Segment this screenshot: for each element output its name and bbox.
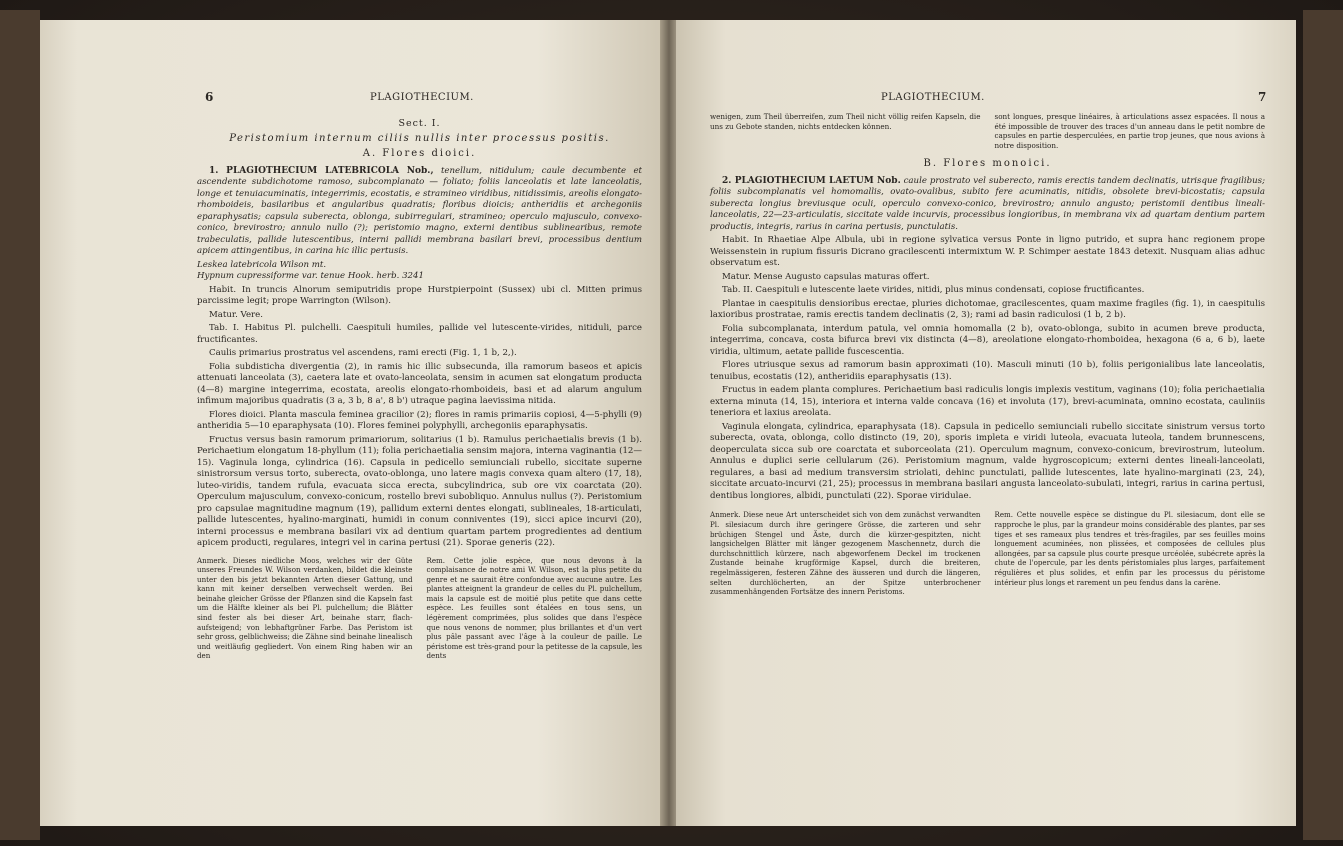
species-1-title: 1. PLAGIOTHECIUM LATEBRICOLA Nob., xyxy=(209,165,434,176)
habitat-paragraph: Habit. In truncis Alnorum semiputridis prope Hurstpierpoint (Sussex) ubi cl. Mitten primus parcissime legit; prope Warrington (Wilson). xyxy=(197,284,642,306)
right-running-head: PLAGIOTHECIUM. xyxy=(881,92,985,103)
species-2-title: 2. PLAGIOTHECIUM LAETUM Nob. xyxy=(722,175,901,186)
species-2-description xyxy=(710,176,1265,234)
habitat-paragraph: Habit. In Rhaetiae Alpe Albula, ubi in regione sylvatica versus Ponte in ligno putrido, et supra hanc regionem prope Weissenstein in rupium fissuris Dicrano gracilescenti intermixtum W. P. Schimper aestate 1843 detexit. Nusquam alias adhuc observatum est. xyxy=(710,235,1265,269)
maturity-paragraph: Matur. Vere. xyxy=(209,309,263,320)
peristome-heading: Peristomium internum ciliis nullis inter processus positis. xyxy=(229,132,610,144)
tab-paragraph: Tab. I. Habitus Pl. pulchelli. Caespituli humiles, pallide vel lutescente-virides, nitiduli, parce fructificantes. xyxy=(197,323,642,345)
description-paragraph: Fructus in eadem planta complures. Perichaetium basi radiculis longis implexis vestitum, vaginans (10); folia perichaetialia externa minuta (14, 15), interiora et interna valde concava (16) et involuta (17), brevi-acuminata, omnino ecostata, cauliniis teneriora et laxius areolata. xyxy=(710,385,1265,419)
right-page-number: 7 xyxy=(1258,90,1267,104)
tab-paragraph: Tab. II. Caespituli e lutescente laete virides, nitidi, plus minus condensati, copiose fructificantes. xyxy=(722,285,1145,296)
right-page-body xyxy=(710,112,1265,597)
description-paragraph: Caulis primarius prostratus vel ascendens, rami erecti (Fig. 1, 1 b, 2,). xyxy=(209,348,517,358)
german-note-continued: wenigen, zum Theil überreifen, zum Theil nicht völlig reifen Kapseln, die uns zu Gebote standen, nichts entdecken können. xyxy=(710,112,981,131)
right-page xyxy=(676,20,1296,826)
flores-monoici-heading: B. Flores monoici. xyxy=(923,158,1052,170)
description-paragraph: Vaginula elongata, cylindrica, eparaphysata (18). Capsula in pedicello semiunciali rubello siccitate sinistrum versus torto suberecta, ovata, oblonga, collo distincto (19, 20), sporis impleta e viridi luteola, evacuata luteola, tandem brunnescens, deoperculata sicca sub ore coarctata et suborceolata (21). Operculum magnum, convexo-conicum, brevirostrum, luteolum. Annulus e duplici serie cellularum (26). Peristomium magnum, valde hygroscopicum; externi dentes lineali-lanceolati, regulares, a basi ad medium transversim striolati, dehinc punctulati, pallide lutescentes, late hyalino-marginati (23, 24), siccitate arcuato-incurvi (21, 25); processus in membrana basilari angusta lanceolato-subulati, integri, rarius in carina pertusi, dentibus longiores, albidi, punctulati (22). Sporae viridulae. xyxy=(710,421,1265,501)
left-running-head: PLAGIOTHECIUM. xyxy=(370,92,474,103)
maturity-paragraph: Matur. Mense Augusto capsulas maturas offert. xyxy=(722,271,930,282)
french-note: Rem. Cette jolie espèce, que nous devons à la complaisance de notre ami W. Wilson, est la plus petite du genre et ne saurait être confondue avec aucune autre. Les plantes atteignent la grandeur de celles du Pl. pulchellum, mais la capsule est de moitié plus petite que dans cette espèce. Les feuilles sont étalées en tous sens, un légèrement comprimées, plus solides que dans l'espèce que nous venons de nommer, plus brillantes et d'un vert plus pâle passant avec l'âge à la couleur de paille. Le péristome est très-grand pour la petitesse de la capsule, les dents xyxy=(426,555,642,661)
french-note-continued: sont longues, presque linéaires, à articulations assez espacées. Il nous a été impossible de trouver des traces d'un anneau dans le petit nombre de capsules en partie desperculées, en partie trop jeunes, que nous avions à notre disposition. xyxy=(994,112,1265,150)
german-note: Anmerk. Dieses niedliche Moos, welches wir der Güte unseres Freundes W. Wilson verdanken, bildet die kleinste unter den bis jetzt bekannten Arten dieser Gattung, und kann mit keiner derselben verwechselt werden. Bei beinahe gleicher Grösse der Pflanzen sind die Kapseln fast um die Hälfte kleiner als bei Pl. pulchellum; die Blätter sind fester als bei dieser Art, beinahe starr, flach-aufsteigend; von lebhaftgrüner Farbe. Das Peristom ist sehr gross, gelblichweiss; die Zähne sind beinahe linealisch und weitläufig gegliedert. Von einem Ring haben wir an den xyxy=(197,555,413,661)
left-page-number: 6 xyxy=(205,90,214,104)
french-note: Rem. Cette nouvelle espèce se distingue du Pl. silesiacum, dont elle se rapproche le plus, par la grandeur moins considérable des plantes, par ses tiges et ses rameaux plus tendres et très-fragiles, par ses feuilles moins longuement acuminées, non plissées, et composées de cellules plus allongées, par sa capsule plus courte presque urcéolée, subécrete après la chute de l'opercule, par les dents péristomiales plus larges, parfaitement régulières et plus solides, et enfin par les processus du péristome intérieur plus longs et rarement un peu fendus dans la carène. xyxy=(994,510,1265,587)
species-1-description xyxy=(197,166,642,258)
section-heading: Sect. I. xyxy=(398,118,441,129)
species-2-diagnosis: caule prostrato vel suberecto, ramis erectis tandem declinatis, utrisque fragilibus; foliis subcomplanatis vel homomallis, ovato-ovalibus, subito fere acuminatis, nitidis, obsolete brevi-bicostatis; capsula suberecta longius breviusque oculi, operculo convexo-conico, brevirostro; annulo angusto; peristomii dentibus lineali-lanceolatis, 22—23-articulatis, siccitate valde incurvis, processibus longioribus, in membrana vix ad quartam dentium partem productis, integris, rarius in carina pertusis, punctulatis. xyxy=(710,175,1265,232)
left-page xyxy=(40,20,662,826)
right-notes-columns xyxy=(710,510,1265,596)
description-paragraph: Flores utriusque sexus ad ramorum basin approximati (10). Masculi minuti (10 b), foliis perigonialibus late lanceolatis, tenuibus, ecostatis (12), antheridiis eparaphysatis (13). xyxy=(710,360,1265,382)
description-paragraph: Folia subdisticha divergentia (2), in ramis hic illic subsecunda, illa ramorum baseos et apicis attenuati lanceolata (3), caetera late et ovato-lanceolata, sensim in acumen sat elongatum producta (4—8) margine integerrima, ecostata, areolis elongato-rhomboideis, basi et ad alarum angulum infimum majoribus quadratis (3 a, 3 b, 8 a', 8 b') utraque pagina laevissima nitida. xyxy=(197,361,642,406)
left-page-body xyxy=(197,112,642,661)
description-paragraph: Folia subcomplanata, interdum patula, vel omnia homomalla (2 b), ovato-oblonga, subito in acumen breve producta, integerrima, concava, costa bifurca brevi vix distincta (4—8), areolatione elongato-rhomboidea, hexagona (6 a, 6 b), laete viridia, ultimum, aetate pallide fuscescentia. xyxy=(710,323,1265,357)
german-note: Anmerk. Diese neue Art unterscheidet sich von dem zunächst verwandten Pl. silesiacum durch ihre geringere Grösse, die zarteren und sehr brüchigen Stengel und Äste, durch die kürzer-gespitzten, nicht langsichelgen Blätter mit länger gezogenem Maschennetz, durch die durchschnittlich kürzere, nach abgeworfenem Deckel im trockenen Zustande beinahe krugförmige Kapsel, durch die breiteren, regelmässigeren, festeren Zähne des äusseren und durch die längeren, selten durchlöcherten, an der Spitze unterbrochener zusammenhängenden Fortsätze des innern Peristoms. xyxy=(710,510,981,597)
left-notes-columns xyxy=(197,556,642,662)
flores-dioici-heading: A. Flores dioici. xyxy=(362,148,477,159)
description-paragraph: Fructus versus basin ramorum primariorum, solitarius (1 b). Ramulus perichaetialis brevis (1 b). Perichaetium elongatum 18-phyllum (11); folia perichaetialia sensim majora, interna vaginantia (12—15). Vaginula longa, cylindrica (16). Capsula in pedicello semiunciali rubello, siccitate superne sinistrorsum versus torto, suberecta, ovato-oblonga, uno latere magis convexa quam altero (17, 18), luteo-viridis, tandem rufula, evacuata sicca erecta, subcylindrica, sub ore vix coarctata (20). Operculum majusculum, convexo-conicum, rostello brevi subobliquo. Annulus nullus (?). Peristomium pro capsulae magnitudine magnum (19), pallidum externi dentes elongati, sublineales, 18-articulati, pallide lutescentes, hyalino-marginati, humidi in conum conniventes (19), sicci apice incurvi (20), interni processus e membrana basilari vix ad dentium quartam partem progredientes ad dentium apicem producti, regulares, integri vel in carina pertusi (21). Sporae generis (22). xyxy=(197,434,642,548)
species-1-diagnosis: tenellum, nitidulum; caule decumbente et ascendente subdichotome ramoso, subcomplanato — foliato; foliis lanceolatis et late lanceolatis, longe et tenuiacuminatis, integerrimis, ecostatis, e stramineo viridibus, nitidissimis, areolis elongato-rhomboideis, basilaribus et angularibus quadratis; floribus dioicis; antheridiis et archegoniis eparaphysatis; capsula suberecta, oblonga, subirregulari, stramineo; operculo majusculo, convexo-conico, brevirostro; annulo nullo (?); peristomio magno, externi dentibus sublinearibus, remote trabeculatis, pallide lutescentibus, interni pallidi membrana basilari brevi, processibus dentium apicem attingentibus, in carina hic illic pertusis. xyxy=(197,165,642,256)
synonym-1: Leskea latebricola Wilson mt. xyxy=(197,259,327,270)
description-paragraph: Flores dioici. Planta mascula feminea gracilior (2); flores in ramis primariis copiosi, 4—5-phylli (9) antheridia 5—10 eparaphysata (10). Flores feminei polyphylli, archegoniis eparaphysatis. xyxy=(197,409,642,431)
book-cover-left-edge xyxy=(0,10,40,840)
right-top-notes xyxy=(710,112,1265,150)
description-paragraph: Plantae in caespitulis densioribus erectae, pluries dichotomae, gracilescentes, quam maxime fragiles (fig. 1), in caespitulis laxioribus prostratae, ramis erectis tandem declinatis (2, 3); rami ad basin radiculosi (1 b, 2 b). xyxy=(710,298,1265,321)
book-cover-right-edge xyxy=(1303,10,1343,840)
synonym-2: Hypnum cupressiforme var. tenue Hook. herb. 3241 xyxy=(197,271,424,281)
